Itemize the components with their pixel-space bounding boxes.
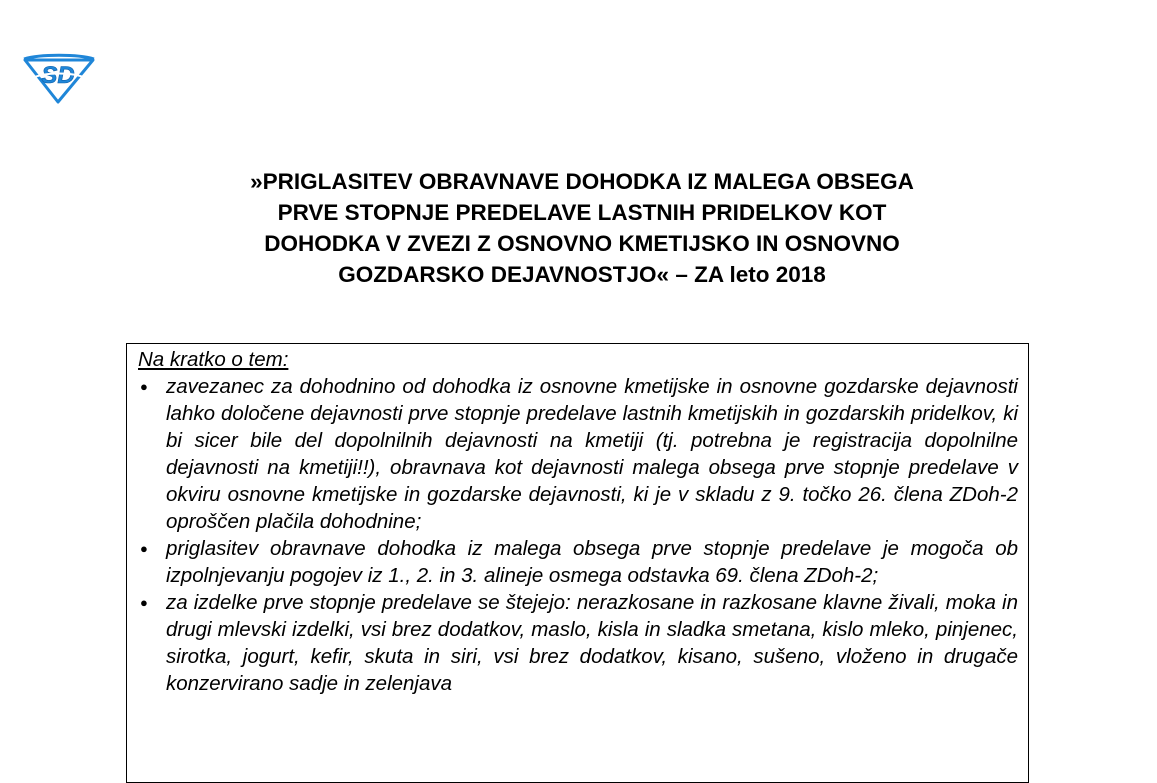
title-line: PRVE STOPNJE PREDELAVE LASTNIH PRIDELKOV KOT: [277, 200, 887, 225]
logo-text: SD: [41, 62, 75, 89]
bullet-icon: ●: [140, 595, 148, 610]
list-item-text: za izdelke prve stopnje predelave se štejejo: nerazkosane in razkosane klavne živali, moka in drugi mlevski izdelki, vsi brez dodatkov, maslo, kisla in sladka smetana, kislo mleko, pinjenec, sirotka, jogurt, kefir, skuta in siri, vsi brez dodatkov, kisano, sušeno, vloženo in drugače konzervirano sadje in zelenjava: [166, 591, 1018, 695]
bullet-icon: ●: [140, 379, 148, 394]
title-line: GOZDARSKO DEJAVNOSTJO« – ZA leto 2018: [338, 262, 826, 287]
title-line: DOHODKA V ZVEZI Z OSNOVNO KMETIJSKO IN OSNOVNO: [264, 231, 900, 256]
sd-shield-logo-icon: [22, 50, 96, 104]
list-item: [138, 589, 1018, 697]
list-item-text: zavezanec za dohodnino od dohodka iz osnovne kmetijske in osnovne gozdarske dejavnosti lahko določene dejavnosti prve stopnje predelave lastnih kmetijskih in gozdarskih pridelkov, ki bi sicer bile del dopolnilnih dejavnosti na kmetiji (tj. potrebna je registracija dopolnilne dejavnosti na kmetiji!!), obravnava kot dejavnosti malega obsega prve stopnje predelave v okviru osnovne kmetijske in gozdarske dejavnosti, ki je v skladu z 9. točko 26. člena ZDoh-2 oproščen plačila dohodnine;: [166, 375, 1018, 533]
bullet-icon: ●: [140, 541, 148, 556]
list-item-text: priglasitev obravnave dohodka iz malega obsega prve stopnje predelave je mogoča ob izpolnjevanju pogojev iz 1., 2. in 3. alineje osmega odstavka 69. člena ZDoh-2;: [166, 537, 1018, 587]
logo: [22, 50, 96, 104]
title-line: »PRIGLASITEV OBRAVNAVE DOHODKA IZ MALEGA OBSEGA: [250, 169, 914, 194]
document-title: [120, 166, 1044, 290]
summary-box: [126, 343, 1029, 783]
list-item: [138, 535, 1018, 589]
summary-heading: Na kratko o tem:: [138, 348, 289, 371]
summary-list: [138, 373, 1018, 697]
list-item: [138, 373, 1018, 535]
